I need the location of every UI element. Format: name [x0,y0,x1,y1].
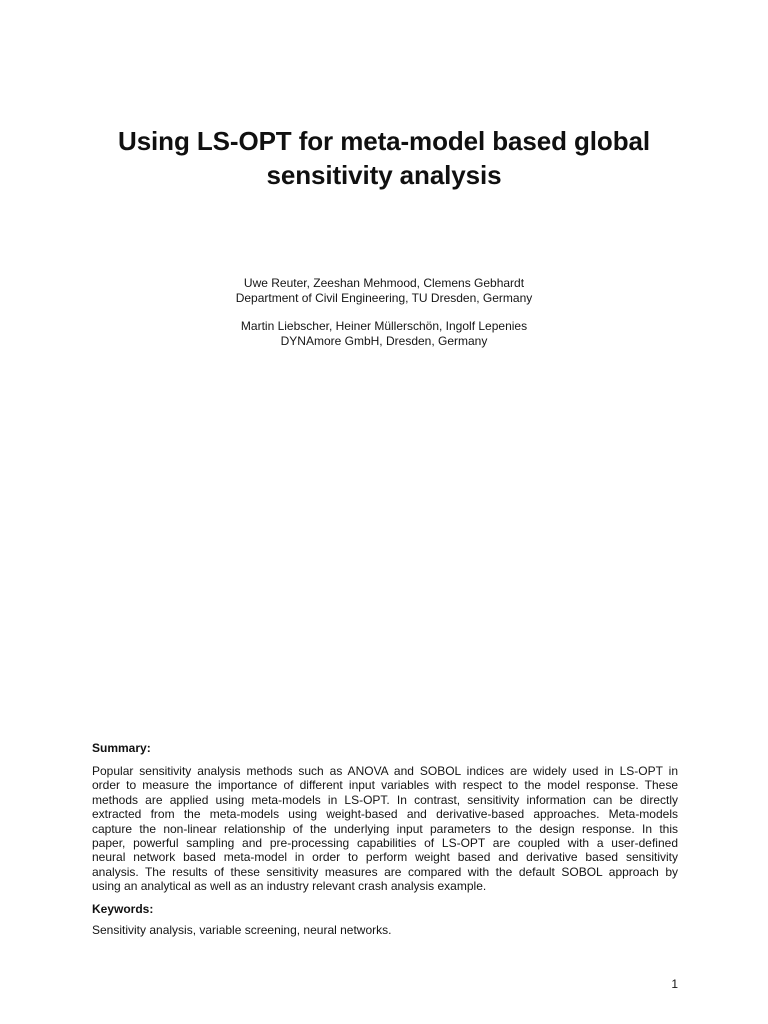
summary-line: methods are applied using meta-models in LS-OPT. In contrast, sensitivity information can be directly [92,792,678,807]
author-names: Uwe Reuter, Zeeshan Mehmood, Clemens Gebhardt [243,276,525,290]
paper-title-line-2: sensitivity analysis [266,160,502,190]
author-group-2 [84,319,684,349]
author-group-1 [84,276,684,306]
keywords-text: Sensitivity analysis, variable screening, neural networks. [92,923,392,937]
summary-heading: Summary: [92,741,151,755]
page-number: 1 [671,977,678,991]
paper-title [70,124,698,192]
paper-title-line-1: Using LS-OPT for meta-model based global [118,126,650,156]
summary-paragraph [92,764,678,894]
author-affiliation: Department of Civil Engineering, TU Dresden, Germany [235,291,533,305]
summary-line: order to measure the importance of different input variables with respect to the model response. These [92,778,678,793]
author-affiliation: DYNAmore GmbH, Dresden, Germany [280,334,488,348]
summary-line: paper, powerful sampling and pre-processing capabilities of LS-OPT are coupled with a user-defined [92,835,678,850]
summary-line: Popular sensitivity analysis methods such as ANOVA and SOBOL indices are widely used in LS-OPT in [92,764,678,778]
summary-line: using an analytical as well as an industry relevant crash analysis example. [92,879,487,894]
keywords-heading: Keywords: [92,902,154,916]
author-names: Martin Liebscher, Heiner Müllerschön, Ingolf Lepenies [240,319,528,333]
summary-line: analysis. The results of these sensitivity measures are compared with the default SOBOL approach by [92,864,678,879]
summary-line: extracted from the meta-models using weight-based and derivative-based approaches. Meta-models [92,807,678,822]
summary-line: capture the non-linear relationship of the underlying input parameters to the design response. In this [92,821,678,836]
summary-line: neural network based meta-model in order to perform weight based and derivative based sensitivity [92,850,678,865]
